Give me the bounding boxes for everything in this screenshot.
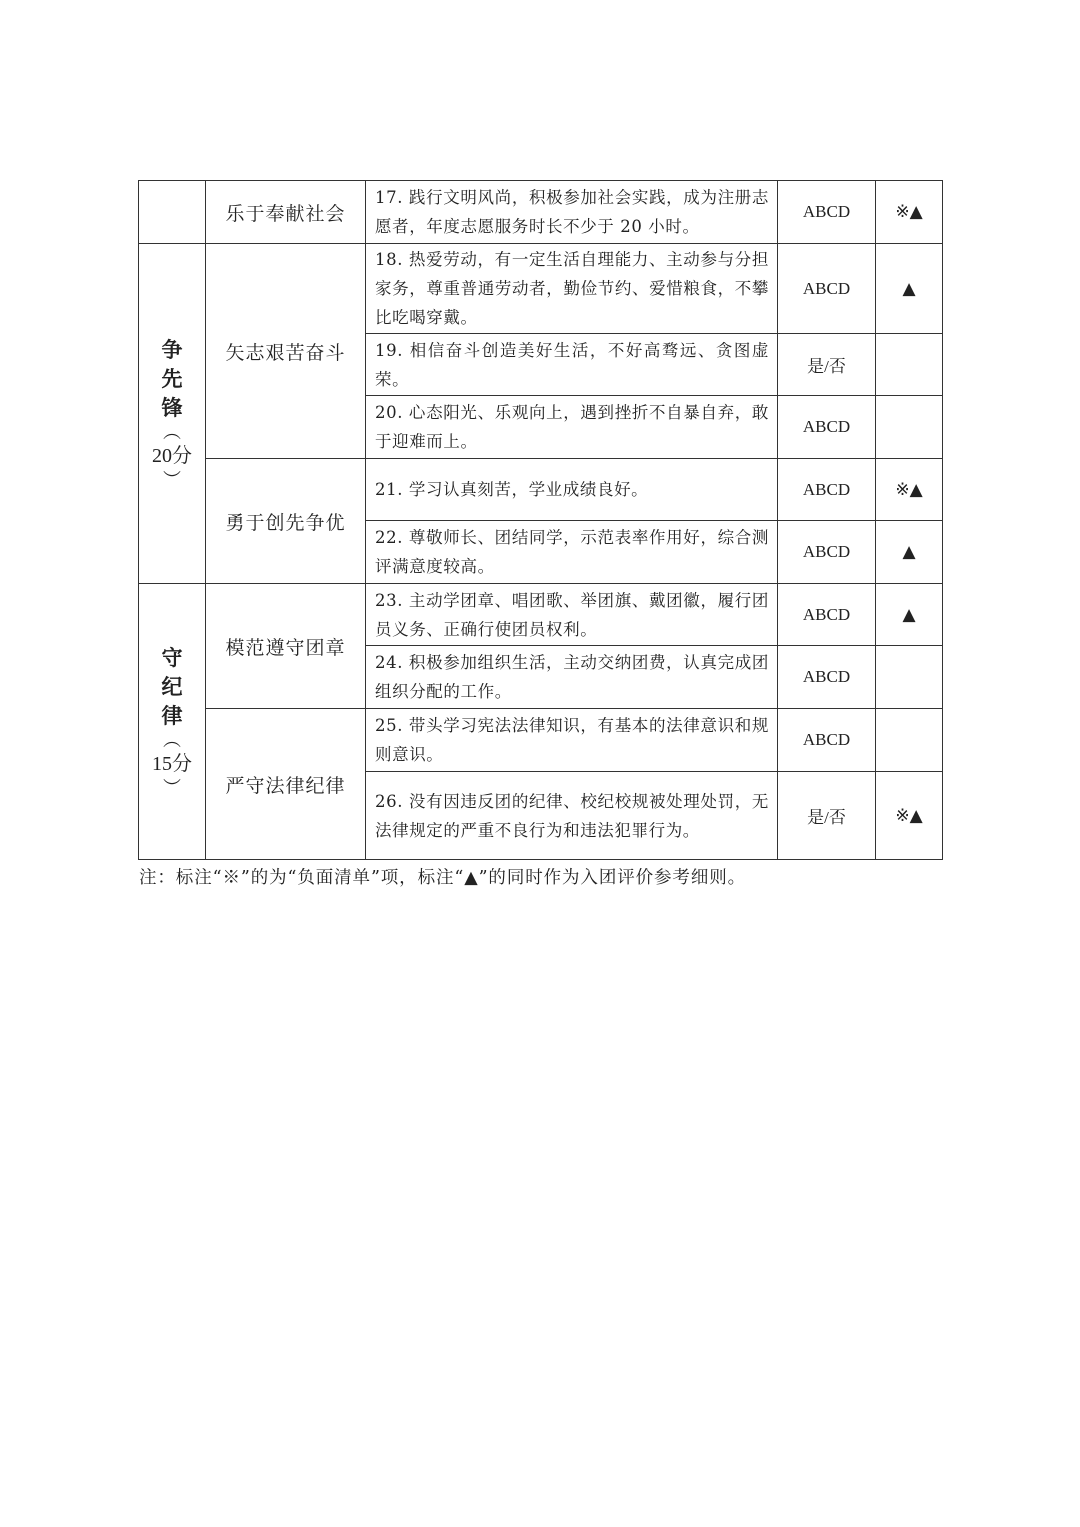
close-paren: ︶: [163, 777, 181, 799]
mark-cell: [876, 334, 943, 396]
category-cell-empty: [139, 181, 206, 244]
option-cell: ABCD: [778, 584, 876, 646]
table-row: [139, 244, 943, 334]
option-cell: ABCD: [778, 646, 876, 709]
table-row: [139, 181, 943, 244]
mark-cell: [876, 646, 943, 709]
mark-cell: ※▲: [876, 772, 943, 860]
category-char: 先: [161, 366, 183, 392]
subcategory-cell: 乐于奉献社会: [206, 181, 366, 244]
option-cell: 是/否: [778, 772, 876, 860]
close-paren: ︶: [163, 469, 181, 491]
option-cell: ABCD: [778, 181, 876, 244]
category-cell-zhengxianfeng: [139, 244, 206, 584]
option-cell: 是/否: [778, 334, 876, 396]
mark-cell: [876, 709, 943, 772]
subcategory-cell: 矢志艰苦奋斗: [206, 244, 366, 459]
table-row: [139, 459, 943, 521]
mark-cell: ▲: [876, 244, 943, 334]
category-points: 20分: [152, 445, 192, 468]
item-text: 23. 主动学团章、唱团歌、举团旗、戴团徽，履行团员义务、正确行使团员权利。: [366, 584, 778, 646]
subcategory-cell: 严守法律纪律: [206, 709, 366, 860]
item-text: 17. 践行文明风尚，积极参加社会实践，成为注册志愿者，年度志愿服务时长不少于 20 小时。: [366, 181, 778, 244]
category-char: 纪: [161, 674, 183, 700]
item-text: 20. 心态阳光、乐观向上，遇到挫折不自暴自弃，敢于迎难而上。: [366, 396, 778, 459]
item-text: 25. 带头学习宪法法律知识，有基本的法律意识和规则意识。: [366, 709, 778, 772]
evaluation-table: [138, 180, 943, 860]
category-points: 15分: [152, 753, 192, 776]
item-text: 22. 尊敬师长、团结同学，示范表率作用好，综合测评满意度较高。: [366, 521, 778, 584]
mark-cell: [876, 396, 943, 459]
category-char: 守: [161, 645, 183, 671]
mark-cell: ▲: [876, 521, 943, 584]
category-cell-shoujilv: [139, 584, 206, 860]
mark-cell: ※▲: [876, 459, 943, 521]
item-text: 18. 热爱劳动，有一定生活自理能力、主动参与分担家务，尊重普通劳动者，勤俭节约、爱惜粮食，不攀比吃喝穿戴。: [366, 244, 778, 334]
option-cell: ABCD: [778, 396, 876, 459]
open-paren: ︵: [163, 422, 181, 444]
table-note: 注：标注“※”的为“负面清单”项，标注“▲”的同时作为入团评价参考细则。: [139, 868, 747, 888]
option-cell: ABCD: [778, 709, 876, 772]
mark-cell: ※▲: [876, 181, 943, 244]
item-text: 26. 没有因违反团的纪律、校纪校规被处理处罚，无法律规定的严重不良行为和违法犯罪行为。: [366, 772, 778, 860]
category-char: 锋: [161, 395, 183, 421]
option-cell: ABCD: [778, 521, 876, 584]
item-text: 21. 学习认真刻苦，学业成绩良好。: [366, 459, 778, 521]
option-cell: ABCD: [778, 459, 876, 521]
table-row: [139, 584, 943, 646]
subcategory-cell: 勇于创先争优: [206, 459, 366, 584]
mark-cell: ▲: [876, 584, 943, 646]
item-text: 19. 相信奋斗创造美好生活，不好高骛远、贪图虚荣。: [366, 334, 778, 396]
open-paren: ︵: [163, 730, 181, 752]
category-char: 律: [161, 703, 183, 729]
category-char: 争: [161, 337, 183, 363]
table-row: [139, 709, 943, 772]
option-cell: ABCD: [778, 244, 876, 334]
item-text: 24. 积极参加组织生活，主动交纳团费，认真完成团组织分配的工作。: [366, 646, 778, 709]
subcategory-cell: 模范遵守团章: [206, 584, 366, 709]
